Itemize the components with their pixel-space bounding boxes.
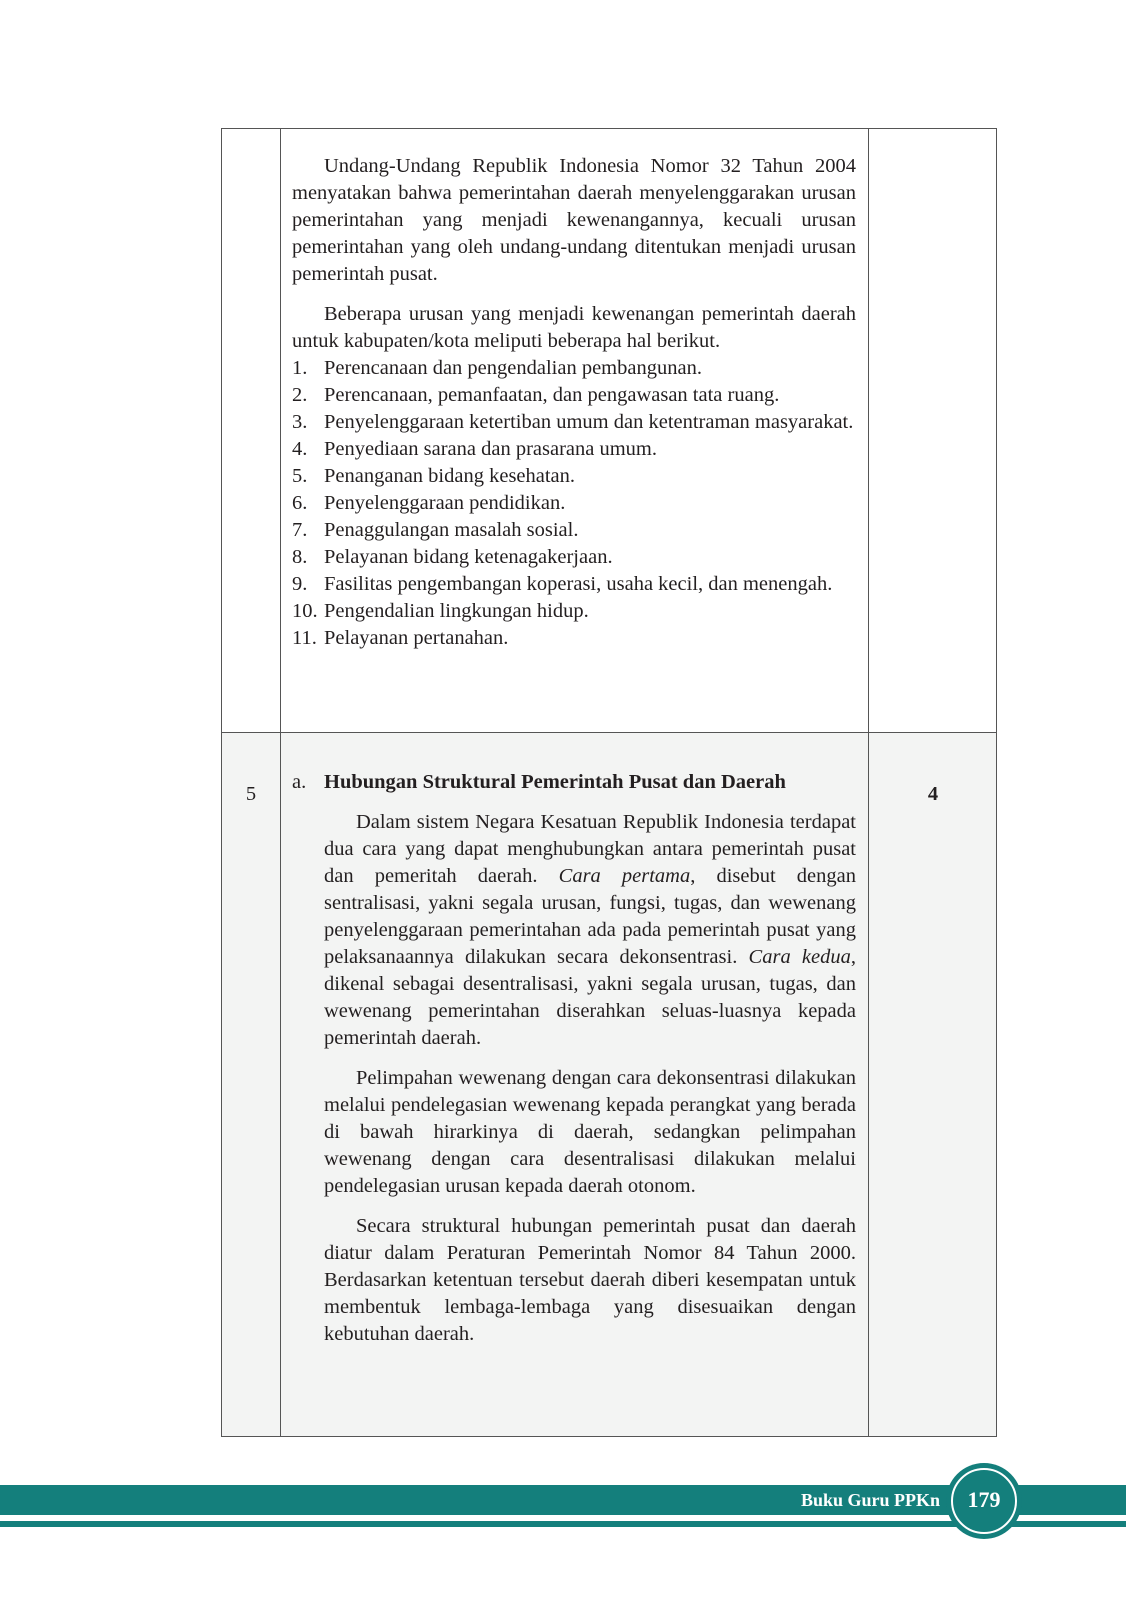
list-item-number: 8.	[292, 546, 308, 568]
heading-letter: a.	[292, 771, 307, 793]
list-item-text: Penyelenggaraan ketertiban umum dan ketentraman masyarakat.	[324, 411, 854, 433]
list-item-number: 6.	[292, 492, 308, 514]
list-item	[292, 382, 856, 409]
list-item-text: Pengendalian lingkungan hidup.	[324, 600, 589, 622]
list-item	[292, 409, 856, 436]
list-item-text: Penaggulangan masalah sosial.	[324, 519, 579, 541]
list-item-number: 2.	[292, 384, 308, 406]
list-item-text: Penyelenggaraan pendidikan.	[324, 492, 566, 514]
emphasis: Cara kedua	[748, 946, 851, 968]
heading-text: Hubungan Struktural Pemerintah Pusat dan Daerah	[324, 771, 786, 793]
list-item	[292, 571, 856, 598]
list-item-text: Perencanaan, pemanfaatan, dan pengawasan tata ruang.	[324, 384, 780, 406]
list-item	[292, 517, 856, 544]
column-divider	[868, 733, 869, 1436]
emphasis: Cara pertama	[558, 865, 691, 887]
urusan-list	[292, 355, 856, 652]
list-item	[292, 463, 856, 490]
list-item-number: 7.	[292, 519, 308, 541]
list-item	[292, 598, 856, 625]
list-item	[292, 355, 856, 382]
section-body	[292, 809, 856, 1348]
content-table	[221, 128, 997, 1437]
list-item-text: Penanganan bidang kesehatan.	[324, 465, 576, 487]
list-item-number: 3.	[292, 411, 308, 433]
row-content	[292, 769, 856, 1348]
text-span: , dikenal sebagai desentralisasi, yakni segala urusan, tugas, dan wewenang pemerintahan diserahkan seluas-luasnya kepada pemerintah daerah.	[324, 946, 856, 1049]
list-item-text: Pelayanan pertanahan.	[324, 627, 509, 649]
list-item-number: 4.	[292, 438, 308, 460]
list-item-text: Penyediaan sarana dan prasarana umum.	[324, 438, 657, 460]
paragraph	[324, 809, 856, 1052]
book-title: Buku Guru PPKn	[800, 1490, 940, 1510]
table-row	[222, 129, 996, 732]
list-item	[292, 490, 856, 517]
list-item-number: 5.	[292, 465, 308, 487]
row-score: 4	[927, 783, 939, 805]
paragraph: Secara struktural hubungan pemerintah pusat dan daerah diatur dalam Peraturan Pemerintah Nomor 84 Tahun 2000. Berdasarkan ketentuan tersebut daerah diberi kesempatan untuk membentuk lembaga-lembaga yang disesuaikan dengan kebutuhan daerah.	[324, 1215, 856, 1345]
column-divider	[868, 129, 869, 732]
table-row	[222, 732, 996, 1436]
list-item	[292, 436, 856, 463]
list-item	[292, 625, 856, 652]
page-number: 179	[967, 1487, 1001, 1512]
paragraph: Undang-Undang Republik Indonesia Nomor 32 Tahun 2004 menyatakan bahwa pemerintahan daerah menyelenggarakan urusan pemerintahan yang menjadi kewenangannya, kecuali urusan pemerintahan yang oleh undang-undang ditentukan menjadi urusan pemerintah pusat.	[292, 155, 856, 285]
list-item-number: 9.	[292, 573, 308, 595]
paragraph: Beberapa urusan yang menjadi kewenangan pemerintah daerah untuk kabupaten/kota meliputi beberapa hal berikut.	[292, 303, 856, 352]
paragraph: Pelimpahan wewenang dengan cara dekonsentrasi dilakukan melalui pendelegasian wewenang kepada perangkat yang berada di bawah hirarkinya di daerah, sedangkan pelimpahan wewenang dengan cara desentralisasi dilakukan melalui pendelegasian urusan kepada daerah otonom.	[324, 1067, 856, 1197]
row-content	[292, 153, 856, 652]
list-item-text: Fasilitas pengembangan koperasi, usaha kecil, dan menengah.	[324, 573, 833, 595]
list-item-number: 11.	[292, 627, 317, 649]
list-item-text: Pelayanan bidang ketenagakerjaan.	[324, 546, 613, 568]
list-item-number: 10.	[292, 600, 318, 622]
list-item-text: Perencanaan dan pengendalian pembangunan.	[324, 357, 702, 379]
column-divider	[280, 733, 281, 1436]
text-span: , disebut dengan sentralisasi, yakni segala urusan, fungsi, tugas, dan wewenang penyelenggaraan pemerintahan ada pada pemerintah pusat yang pelaksanaannya dilakukan secara dekonsentrasi.	[324, 865, 856, 968]
list-item-number: 1.	[292, 357, 308, 379]
column-divider	[280, 129, 281, 732]
row-number: 5	[245, 783, 257, 805]
text-span: Dalam sistem Negara Kesatuan Republik Indonesia terdapat dua cara yang dapat menghubungkan antara pemerintah pusat dan pemeritah daerah.	[324, 811, 856, 887]
section-heading	[292, 769, 856, 796]
list-item	[292, 544, 856, 571]
